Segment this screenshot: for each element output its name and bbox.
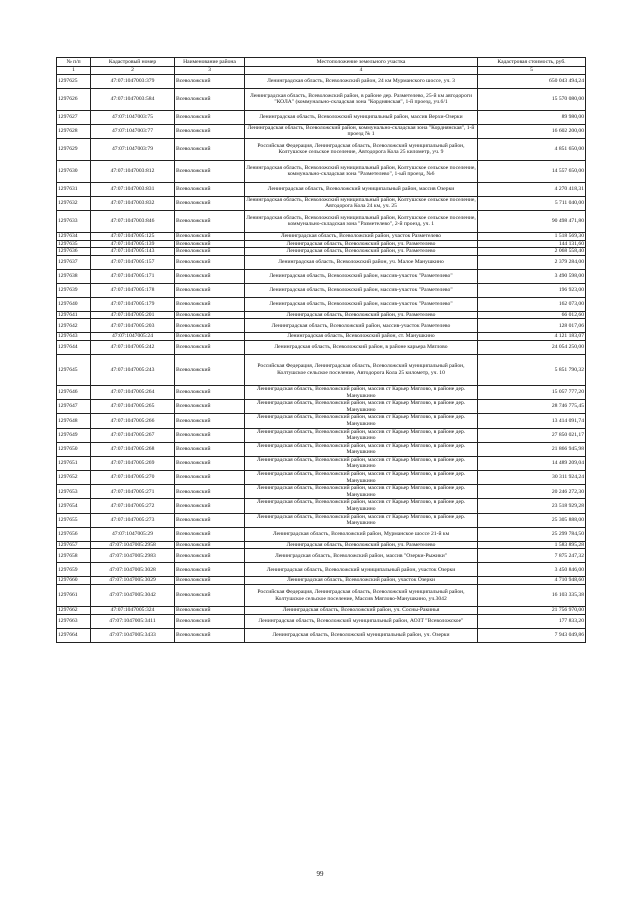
- cadastral-number-cell: 47:07:1047005:265: [91, 400, 175, 414]
- header-cadastral-value: Кадастровая стоимость, руб.: [478, 58, 586, 67]
- cadastral-value-cell: 162 073,00: [478, 297, 586, 311]
- district-cell: Всеволожский: [175, 442, 245, 456]
- cadastral-number-cell: 47:07:1047005:2983: [91, 549, 175, 563]
- row-number-cell: 1297627: [57, 110, 91, 124]
- location-cell: Ленинградская область, Всеволожский район, массив ст Карьер Мяглово, в районе дер. Манушкино: [245, 428, 478, 442]
- location-cell: Ленинградская область, Всеволожский район, уч. Разметелево: [245, 248, 478, 256]
- cadastral-number-cell: 47:07:1047003:832: [91, 196, 175, 210]
- row-number-cell: 1297632: [57, 196, 91, 210]
- location-cell: Ленинградская область, Всеволожский муниципальный район, массив Верхи-Озерки: [245, 110, 478, 124]
- table-row: [57, 428, 586, 442]
- cadastral-value-cell: 4 851 650,00: [478, 138, 586, 160]
- table-row: [57, 563, 586, 577]
- cadastral-value-cell: 13 414 091,74: [478, 414, 586, 428]
- district-cell: Всеволожский: [175, 549, 245, 563]
- location-cell: Ленинградская область, Всеволожский район, массив ст Карьер Мяглово, в районе дер. Манушкино: [245, 499, 478, 513]
- cadastral-number-cell: 47:07:1047005:178: [91, 283, 175, 297]
- district-cell: Всеволожский: [175, 414, 245, 428]
- cadastral-number-cell: 47:07:1047005:201: [91, 311, 175, 319]
- table-row: [57, 513, 586, 527]
- location-cell: Ленинградская область, Всеволожский район, 24 км Мурманского шоссе, уч. 3: [245, 74, 478, 88]
- location-cell: Ленинградская область, Всеволожский район, уч. Разметелево: [245, 240, 478, 248]
- cadastral-value-cell: 177 833,20: [478, 614, 586, 628]
- column-index: 2: [91, 67, 175, 75]
- row-number-cell: 1297659: [57, 563, 91, 577]
- location-cell: Российская Федерация, Ленинградская область, Всеволожский муниципальный район, Колтушское сельское поселение, Автодорога Кола 25 километр, уч. 9: [245, 138, 478, 160]
- district-cell: Всеволожский: [175, 138, 245, 160]
- table-row: [57, 182, 586, 196]
- cadastral-number-cell: 47:07:1047003:379: [91, 74, 175, 88]
- cadastral-number-cell: 47:07:1047005:3411: [91, 614, 175, 628]
- table-row: [57, 614, 586, 628]
- cadastral-value-cell: 2 068 558,40: [478, 248, 586, 256]
- row-number-cell: 1297650: [57, 442, 91, 456]
- location-cell: Ленинградская область, Всеволожский район, участок Разметелево: [245, 232, 478, 240]
- district-cell: Всеволожский: [175, 269, 245, 283]
- cadastral-value-cell: 4 121 183,07: [478, 333, 586, 341]
- row-number-cell: 1297657: [57, 541, 91, 549]
- page-number: 99: [316, 870, 324, 878]
- cadastral-number-cell: 47:07:1047003:831: [91, 182, 175, 196]
- row-number-cell: 1297629: [57, 138, 91, 160]
- cadastral-number-cell: 47:07:1047005:266: [91, 414, 175, 428]
- row-number-cell: 1297652: [57, 471, 91, 485]
- header-location: Местоположение земельного участка: [245, 58, 478, 67]
- cadastral-value-cell: 7 943 049,86: [478, 628, 586, 642]
- district-cell: Всеволожский: [175, 88, 245, 110]
- table-row: [57, 527, 586, 541]
- location-cell: Ленинградская область, Всеволожский район, массив ст Карьер Мяглово, в районе дер. Манушкино: [245, 513, 478, 527]
- row-number-cell: 1297645: [57, 354, 91, 385]
- location-cell: Ленинградская область, Всеволожский муниципальный район, Колтушское сельское поселение, Автодорога Кола 24 км, уч. 25: [246, 196, 476, 210]
- district-cell: Всеволожский: [175, 240, 245, 248]
- cadastral-number-cell: 47:07:1047005:264: [91, 385, 175, 399]
- cadastral-number-cell: 47:07:1047005:143: [91, 248, 175, 256]
- table-row: [57, 311, 586, 319]
- row-number-cell: 1297649: [57, 428, 91, 442]
- row-number-cell: 1297636: [57, 248, 91, 256]
- row-number-cell: 1297633: [57, 210, 91, 232]
- location-cell: Ленинградская область, Всеволожский район, массив-участок "Разметелево": [245, 283, 478, 297]
- table-row: [57, 283, 586, 297]
- location-cell: Ленинградская область, Всеволожский район, массив ст Карьер Мяглово, в районе дер. Манушкино: [245, 400, 478, 414]
- location-cell: Ленинградская область, Всеволожский район, коммунально-складская зона "Корднянская", 1-й проезд № 1: [245, 124, 478, 138]
- cadastral-value-cell: 21 756 970,00: [478, 607, 586, 615]
- row-number-cell: 1297663: [57, 614, 91, 628]
- location-cell: Ленинградская область, Всеволожский район, массив-участок Разметелево: [245, 319, 478, 333]
- cadastral-number-cell: 47:07:1047005:269: [91, 456, 175, 470]
- row-number-cell: 1297630: [57, 160, 91, 182]
- cadastral-value-table: [56, 57, 586, 643]
- district-cell: Всеволожский: [175, 513, 245, 527]
- location-cell: Ленинградская область, Всеволожский муниципальный район, уч. Озерки: [245, 628, 478, 642]
- cadastral-number-cell: 47:07:1047005:203: [91, 319, 175, 333]
- row-number-cell: 1297656: [57, 527, 91, 541]
- district-cell: Всеволожский: [175, 471, 245, 485]
- cadastral-number-cell: 47:07:1047005:270: [91, 471, 175, 485]
- row-number-cell: 1297644: [57, 340, 91, 354]
- cadastral-value-cell: 196 923,00: [478, 283, 586, 297]
- table-row: [57, 232, 586, 240]
- row-number-cell: 1297641: [57, 311, 91, 319]
- cadastral-number-cell: 47:07:1047003:77: [91, 124, 175, 138]
- district-cell: Всеволожский: [175, 283, 245, 297]
- column-index: 5: [478, 67, 586, 75]
- district-cell: Всеволожский: [175, 577, 245, 585]
- district-cell: Всеволожский: [175, 248, 245, 256]
- header-district-name: Наименование района: [175, 58, 245, 67]
- location-cell: Ленинградская область, Всеволожский район, массив-участок "Разметелево": [245, 297, 478, 311]
- cadastral-number-cell: 47:07:1047005:179: [91, 297, 175, 311]
- cadastral-value-cell: 144 131,60: [478, 240, 586, 248]
- row-number-cell: 1297647: [57, 400, 91, 414]
- cadastral-number-cell: 47:07:1047003:846: [91, 210, 175, 232]
- table-row: [57, 124, 586, 138]
- header-cadastral-number: Кадастровый номер: [91, 58, 175, 67]
- location-cell: Ленинградская область, Всеволожский муниципальный район, участок Озерки: [245, 563, 478, 577]
- cadastral-number-cell: 47:07:1047003:79: [91, 138, 175, 160]
- table-row: [57, 297, 586, 311]
- row-number-cell: 1297640: [57, 297, 91, 311]
- cadastral-value-cell: 28 746 775,45: [478, 400, 586, 414]
- cadastral-value-cell: 25 299 784,50: [478, 527, 586, 541]
- table-row: [57, 88, 586, 110]
- district-cell: Всеволожский: [175, 499, 245, 513]
- cadastral-value-cell: 30 311 924,24: [478, 471, 586, 485]
- row-number-cell: 1297664: [57, 628, 91, 642]
- table-row: [57, 319, 586, 333]
- location-cell: Ленинградская область, Всеволожский район, массив ст Карьер Мяглово, в районе дер. Манушкино: [245, 471, 478, 485]
- row-number-cell: 1297660: [57, 577, 91, 585]
- cadastral-value-cell: 14 557 650,00: [478, 160, 586, 182]
- table-row: [57, 196, 586, 210]
- cadastral-number-cell: 47:07:1047005:268: [91, 442, 175, 456]
- location-cell: Ленинградская область, Всеволожский район, уч. Разметелево: [245, 541, 478, 549]
- cadastral-value-cell: 89 980,00: [478, 110, 586, 124]
- row-number-cell: 1297625: [57, 74, 91, 88]
- cadastral-value-cell: 3 490 598,00: [478, 269, 586, 283]
- table-row: [57, 485, 586, 499]
- cadastral-number-cell: 47:07:1047003:584: [91, 88, 175, 110]
- row-number-cell: 1297626: [57, 88, 91, 110]
- table-row: [57, 400, 586, 414]
- cadastral-number-cell: 47:07:1047005:273: [91, 513, 175, 527]
- row-number-cell: 1297662: [57, 607, 91, 615]
- cadastral-number-cell: 47:07:1047005:324: [91, 607, 175, 615]
- cadastral-value-cell: 15 570 080,00: [478, 88, 586, 110]
- district-cell: Всеволожский: [175, 354, 245, 385]
- cadastral-number-cell: 47:07:1047005:242: [91, 340, 175, 354]
- cadastral-number-cell: 47:07:1047005:3433: [91, 628, 175, 642]
- table-row: [57, 471, 586, 485]
- row-number-cell: 1297654: [57, 499, 91, 513]
- cadastral-number-cell: 47:07:1047005:3042: [91, 585, 175, 607]
- cadastral-value-cell: 3 450 846,00: [478, 563, 586, 577]
- cadastral-number-cell: 47:07:1047005:271: [91, 485, 175, 499]
- row-number-cell: 1297628: [57, 124, 91, 138]
- cadastral-value-cell: 14 489 209,04: [478, 456, 586, 470]
- table-row: [57, 138, 586, 160]
- header-row-number: № п/п: [57, 58, 91, 67]
- row-number-cell: 1297634: [57, 232, 91, 240]
- table-row: [57, 577, 586, 585]
- cadastral-value-cell: 16 103 335,38: [478, 585, 586, 607]
- table-header-row: [57, 58, 586, 67]
- column-index: 1: [57, 67, 91, 75]
- cadastral-value-cell: 20 246 272,30: [478, 485, 586, 499]
- cadastral-number-cell: 47:07:1047005:2958: [91, 541, 175, 549]
- cadastral-value-cell: 27 850 021,17: [478, 428, 586, 442]
- row-number-cell: 1297637: [57, 255, 91, 269]
- district-cell: Всеволожский: [175, 124, 245, 138]
- district-cell: Всеволожский: [175, 456, 245, 470]
- cadastral-number-cell: 47:07:1047005:29: [91, 527, 175, 541]
- row-number-cell: 1297653: [57, 485, 91, 499]
- row-number-cell: 1297646: [57, 385, 91, 399]
- location-cell: Ленинградская область, Всеволожский район, в районе дер. Разметелево, 25-й км автодороги "КОЛА" (коммунально-складская зона "Корднянская", 1-й проезд, уч.6/1: [245, 88, 478, 110]
- table-row: [57, 333, 586, 341]
- location-cell: Ленинградская область, Всеволожский муниципальный район, Колтушское сельское поселение, коммунально-складская зона "Разметелево", 2-й проезд, уч. 1: [245, 210, 478, 232]
- cadastral-number-cell: 47:07:1047005:3028: [91, 563, 175, 577]
- cadastral-number-cell: 47:07:1047005:272: [91, 499, 175, 513]
- cadastral-value-cell: 650 043 494,24: [478, 74, 586, 88]
- location-cell: Ленинградская область, Всеволожский район, в районе карьера Мяглово: [245, 340, 478, 354]
- table-row: [57, 210, 586, 232]
- cadastral-value-cell: 7 875 247,32: [478, 549, 586, 563]
- district-cell: Всеволожский: [175, 182, 245, 196]
- location-cell: Ленинградская область, Всеволожский район, массив ст Карьер Мяглово, в районе дер. Манушкино: [245, 385, 478, 399]
- cadastral-value-cell: 4 270 418,31: [478, 182, 586, 196]
- cadastral-number-cell: 47:07:1047005:139: [91, 240, 175, 248]
- district-cell: Всеволожский: [175, 614, 245, 628]
- cadastral-value-cell: 128 017,06: [478, 319, 586, 333]
- location-cell: Ленинградская область, Всеволожский муниципальный район, АОЗТ "Всеволожское": [245, 614, 478, 628]
- table-row: [57, 628, 586, 642]
- location-cell: Ленинградская область, Всеволожский район, уч. Сосны-Ракинья: [245, 607, 478, 615]
- district-cell: Всеволожский: [175, 585, 245, 607]
- cadastral-value-cell: 90 498 471,80: [478, 210, 586, 232]
- location-cell: Российская Федерация, Ленинградская область, Всеволожский муниципальный район, Колтушское сельское поселение, Массив Мяглово-Манушкино, уч.3042: [245, 585, 478, 607]
- table-row: [57, 607, 586, 615]
- cadastral-value-cell: 21 866 945,98: [478, 442, 586, 456]
- district-cell: Всеволожский: [175, 628, 245, 642]
- cadastral-value-cell: 25 305 888,00: [478, 513, 586, 527]
- row-number-cell: 1297642: [57, 319, 91, 333]
- cadastral-value-cell: 5 711 040,00: [478, 196, 586, 210]
- table-row: [57, 269, 586, 283]
- cadastral-number-cell: 47:07:1047005:3029: [91, 577, 175, 585]
- district-cell: Всеволожский: [175, 541, 245, 549]
- district-cell: Всеволожский: [175, 428, 245, 442]
- district-cell: Всеволожский: [175, 196, 245, 210]
- location-cell: Ленинградская область, Всеволожский район, ст. Манушкино: [245, 333, 478, 341]
- row-number-cell: 1297658: [57, 549, 91, 563]
- location-cell: Ленинградская область, Всеволожский район, уч. Разметелево: [245, 311, 478, 319]
- district-cell: Всеволожский: [175, 232, 245, 240]
- row-number-cell: 1297655: [57, 513, 91, 527]
- cadastral-number-cell: 47:07:1047005:24: [91, 333, 175, 341]
- table-row: [57, 240, 586, 248]
- district-cell: Всеволожский: [175, 255, 245, 269]
- cadastral-value-cell: 5 851 790,32: [478, 354, 586, 385]
- location-cell: Ленинградская область, Всеволожский район, массив ст Карьер Мяглово, в районе дер. Манушкино: [245, 456, 478, 470]
- cadastral-value-cell: 24 054 250,00: [478, 340, 586, 354]
- row-number-cell: 1297631: [57, 182, 91, 196]
- location-cell: Ленинградская область, Всеволожский район, массив ст Карьер Мяглово, в районе дер. Манушкино: [245, 414, 478, 428]
- table-row: [57, 340, 586, 354]
- district-cell: Всеволожский: [175, 527, 245, 541]
- cadastral-number-cell: 47:07:1047005:157: [91, 255, 175, 269]
- row-number-cell: 1297635: [57, 240, 91, 248]
- table-body: [57, 74, 586, 642]
- table-row: [57, 248, 586, 256]
- location-cell: Ленинградская область, Всеволожский район, Мурманское шоссе 21-й км: [245, 527, 478, 541]
- cadastral-number-cell: 47:07:1047005:125: [91, 232, 175, 240]
- district-cell: Всеволожский: [175, 385, 245, 399]
- district-cell: Всеволожский: [175, 74, 245, 88]
- district-cell: Всеволожский: [175, 311, 245, 319]
- district-cell: Всеволожский: [175, 160, 245, 182]
- row-number-cell: 1297639: [57, 283, 91, 297]
- district-cell: Всеволожский: [175, 210, 245, 232]
- table-row: [57, 255, 586, 269]
- column-index: 4: [245, 67, 478, 75]
- column-index: 3: [175, 67, 245, 75]
- cadastral-value-cell: 2 379 284,00: [478, 255, 586, 269]
- row-number-cell: 1297651: [57, 456, 91, 470]
- cadastral-value-cell: 66 012,60: [478, 311, 586, 319]
- cadastral-value-cell: 16 602 200,00: [478, 124, 586, 138]
- cadastral-value-cell: 1 583 895,28: [478, 541, 586, 549]
- district-cell: Всеволожский: [175, 607, 245, 615]
- location-cell: Ленинградская область, Всеволожский муниципальный район, Колтушское сельское поселение, коммунально-складская зона "Разметелево", 1-ый проезд, №6: [245, 160, 478, 182]
- cadastral-number-cell: 47:07:1047005:171: [91, 269, 175, 283]
- row-number-cell: 1297648: [57, 414, 91, 428]
- cadastral-number-cell: 47:07:1047003:812: [91, 160, 175, 182]
- district-cell: Всеволожский: [175, 563, 245, 577]
- cadastral-number-cell: 47:07:1047005:267: [91, 428, 175, 442]
- location-cell: Ленинградская область, Всеволожский район, участок Озерки: [245, 577, 478, 585]
- district-cell: Всеволожский: [175, 297, 245, 311]
- table-row: [57, 549, 586, 563]
- column-index-row: [57, 67, 586, 75]
- location-cell: Ленинградская область, Всеволожский район, уч. Малое Манушкино: [245, 255, 478, 269]
- cadastral-value-cell: 1 518 569,30: [478, 232, 586, 240]
- table-row: [57, 499, 586, 513]
- table-row: [57, 354, 586, 385]
- table-row: [57, 442, 586, 456]
- table-row: [57, 585, 586, 607]
- row-number-cell: 1297638: [57, 269, 91, 283]
- location-cell: Ленинградская область, Всеволожский район, массив "Озерки-Рыжики": [245, 549, 478, 563]
- cadastral-value-cell: 23 518 929,28: [478, 499, 586, 513]
- district-cell: Всеволожский: [175, 333, 245, 341]
- location-cell: Ленинградская область, Всеволожский район, массив ст Карьер Мяглово, в районе дер. Манушкино: [245, 485, 478, 499]
- table-row: [57, 385, 586, 399]
- table-row: [57, 541, 586, 549]
- table-row: [57, 160, 586, 182]
- district-cell: Всеволожский: [175, 485, 245, 499]
- table-row: [57, 414, 586, 428]
- district-cell: Всеволожский: [175, 319, 245, 333]
- district-cell: Всеволожский: [175, 400, 245, 414]
- location-cell: Ленинградская область, Всеволожский район, массив ст Карьер Мяглово, в районе дер. Манушкино: [245, 442, 478, 456]
- cadastral-number-cell: 47:07:1047003:75: [91, 110, 175, 124]
- cadastral-value-cell: 15 057 777,20: [478, 385, 586, 399]
- row-number-cell: 1297643: [57, 333, 91, 341]
- table-row: [57, 110, 586, 124]
- location-cell: Ленинградская область, Всеволожский муниципальный район, массив Озерки: [245, 182, 478, 196]
- district-cell: Всеволожский: [175, 110, 245, 124]
- cadastral-value-cell: 4 710 948,60: [478, 577, 586, 585]
- table-row: [57, 74, 586, 88]
- row-number-cell: 1297661: [57, 585, 91, 607]
- location-cell: Ленинградская область, Всеволожский район, массив-участок "Разметелево": [245, 269, 478, 283]
- cadastral-number-cell: 47:07:1047005:243: [91, 354, 175, 385]
- table-row: [57, 456, 586, 470]
- location-cell: Российская Федерация, Ленинградская область, Всеволожский муниципальный район, Колтушское сельское поселение, Автодорога Кола 25 километр, уч. 10: [245, 354, 478, 385]
- district-cell: Всеволожский: [175, 340, 245, 354]
